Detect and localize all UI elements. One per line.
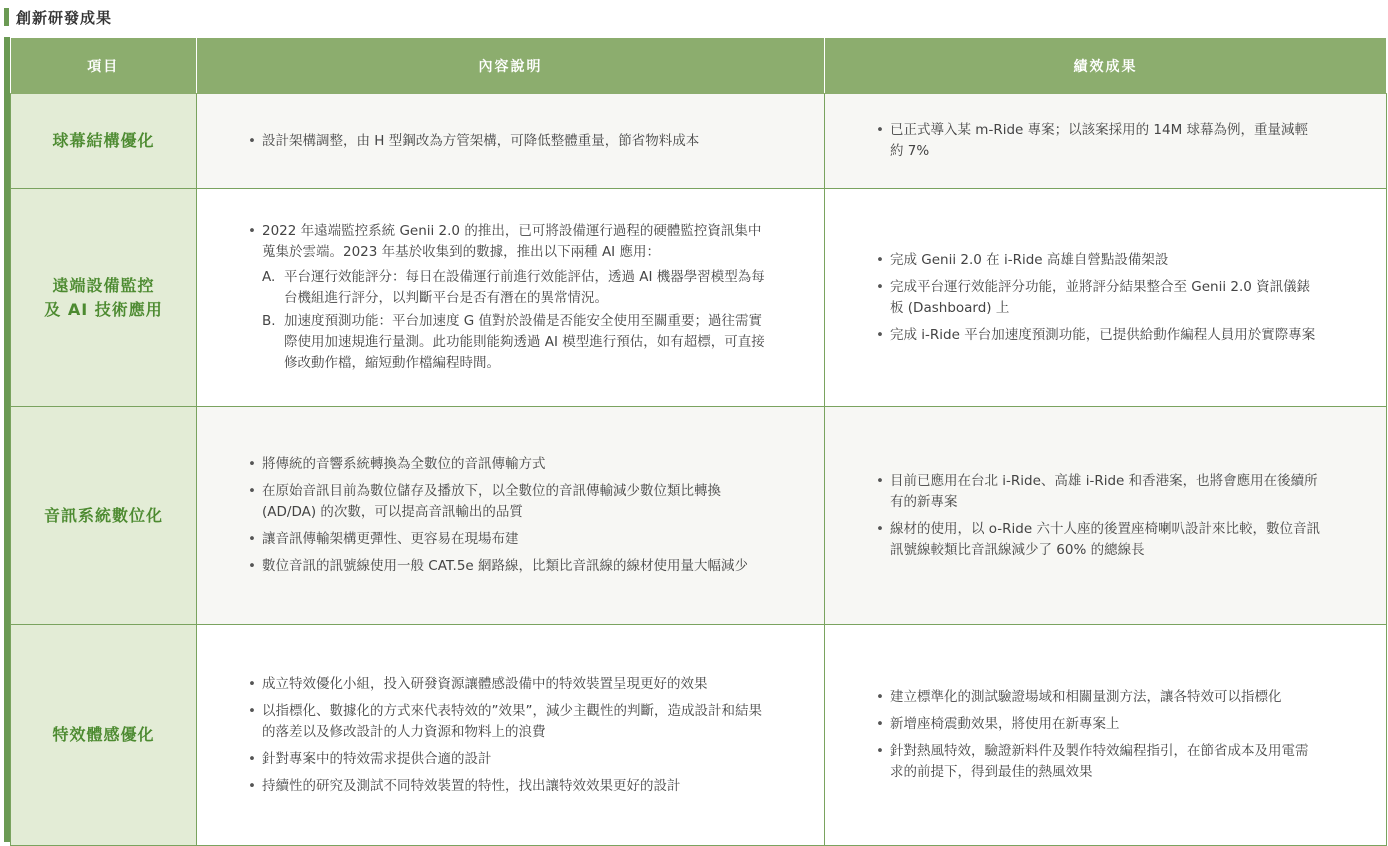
- rd-results-table: [10, 37, 1387, 846]
- list-item: • 線材的使用，以 o-Ride 六十人座的後置座椅喇叭設計來比較，數位音訊訊號線較類比音訊線減少了 60% 的總線長: [876, 519, 1321, 561]
- header-item: 項目: [11, 38, 197, 94]
- rd-results-table-wrapper: [4, 37, 1386, 842]
- list-item: • 數位音訊的訊號線使用一般 CAT.5e 網路線，比類比音訊線的線材使用量大幅減少: [248, 556, 768, 577]
- item-cell: [11, 407, 197, 625]
- sub-list-item: [262, 267, 768, 309]
- description-cell: [197, 189, 825, 407]
- list-item: [248, 221, 768, 374]
- list-item: • 針對專案中的特效需求提供合適的設計: [248, 749, 768, 770]
- item-label: 及 AI 技術應用: [44, 299, 163, 319]
- results-cell: [825, 189, 1387, 407]
- description-list: [198, 674, 768, 797]
- list-item-text: 2022 年遠端監控系統 Genii 2.0 的推出，已可將設備運行過程的硬體監控資訊集中蒐集於雲端。2023 年基於收集到的數據，推出以下兩種 AI 應用：: [262, 223, 762, 260]
- item-label: 音訊系統數位化: [43, 505, 163, 525]
- results-cell: [825, 407, 1387, 625]
- results-list: [826, 471, 1321, 561]
- description-list: [198, 454, 768, 577]
- table-row: [11, 625, 1387, 846]
- item-label: 特效體感優化: [52, 725, 155, 744]
- sub-list-marker: A.: [262, 269, 276, 285]
- item-label: 球幕結構優化: [52, 131, 155, 150]
- list-item: • 讓音訊傳輸架構更彈性、更容易在現場布建: [248, 529, 768, 550]
- description-list: [198, 221, 768, 374]
- list-item: • 將傳統的音響系統轉換為全數位的音訊傳輸方式: [248, 454, 768, 475]
- list-item: • 設計架構調整，由 H 型鋼改為方管架構，可降低整體重量，節省物料成本: [248, 131, 768, 152]
- list-item: • 持續性的研究及測試不同特效裝置的特性，找出讓特效效果更好的設計: [248, 776, 768, 797]
- table-header-row: [11, 38, 1387, 94]
- table-row: [11, 94, 1387, 189]
- table-row: [11, 407, 1387, 625]
- list-item: • 針對熱風特效，驗證新料件及製作特效編程指引，在節省成本及用電需求的前提下，得到最佳的熱風效果: [876, 741, 1321, 783]
- list-item: • 以指標化、數據化的方式來代表特效的”效果”，減少主觀性的判斷，造成設計和結果的落差以及修改設計的人力資源和物料上的浪費: [248, 701, 768, 743]
- list-item: • 完成 Genii 2.0 在 i-Ride 高雄自營點設備架設: [876, 250, 1321, 271]
- sub-list-text: 加速度預測功能：平台加速度 G 值對於設備是否能安全使用至關重要；過往需實際使用加速規進行量測。此功能則能夠透過 AI 模型進行預估，如有超標，可直接修改動作檔，縮短動作檔編程時間。: [284, 313, 765, 371]
- description-list: [198, 131, 768, 152]
- sub-list-text: 平台運行效能評分：每日在設備運行前進行效能評估，透過 AI 機器學習模型為每台機組進行評分，以判斷平台是否有潛在的異常情況。: [284, 269, 765, 306]
- item-cell: [11, 189, 197, 407]
- table-row: [11, 189, 1387, 407]
- description-cell: [197, 625, 825, 846]
- item-label: 遠端設備監控: [52, 275, 155, 295]
- description-cell: [197, 94, 825, 189]
- list-item: • 新增座椅震動效果，將使用在新專案上: [876, 714, 1321, 735]
- section-title: [4, 6, 112, 28]
- list-item: • 成立特效優化小組，投入研發資源讓體感設備中的特效裝置呈現更好的效果: [248, 674, 768, 695]
- list-item: • 完成平台運行效能評分功能，並將評分結果整合至 Genii 2.0 資訊儀錶板 (Dashboard) 上: [876, 277, 1321, 319]
- header-description: 內容說明: [197, 38, 825, 94]
- sub-list-item: [262, 311, 768, 374]
- sub-list: [262, 267, 768, 374]
- results-list: [826, 687, 1321, 783]
- section-title-text: 創新研發成果: [16, 8, 113, 27]
- title-accent-bar: [4, 8, 9, 26]
- results-list: [826, 120, 1321, 162]
- list-item: • 在原始音訊目前為數位儲存及播放下，以全數位的音訊傳輸減少數位類比轉換 (AD/DA) 的次數，可以提高音訊輸出的品質: [248, 481, 768, 523]
- list-item: • 已正式導入某 m-Ride 專案；以該案採用的 14M 球幕為例，重量減輕約 7%: [876, 120, 1321, 162]
- list-item: • 目前已應用在台北 i-Ride、高雄 i-Ride 和香港案，也將會應用在後續所有的新專案: [876, 471, 1321, 513]
- sub-list-marker: B.: [262, 313, 276, 329]
- results-cell: [825, 625, 1387, 846]
- results-cell: [825, 94, 1387, 189]
- item-cell: [11, 625, 197, 846]
- description-cell: [197, 407, 825, 625]
- item-cell: [11, 94, 197, 189]
- list-item: • 建立標準化的測試驗證場域和相關量測方法，讓各特效可以指標化: [876, 687, 1321, 708]
- results-list: [826, 250, 1321, 346]
- list-item: • 完成 i-Ride 平台加速度預測功能，已提供給動作編程人員用於實際專案: [876, 325, 1321, 346]
- header-results: 績效成果: [825, 38, 1387, 94]
